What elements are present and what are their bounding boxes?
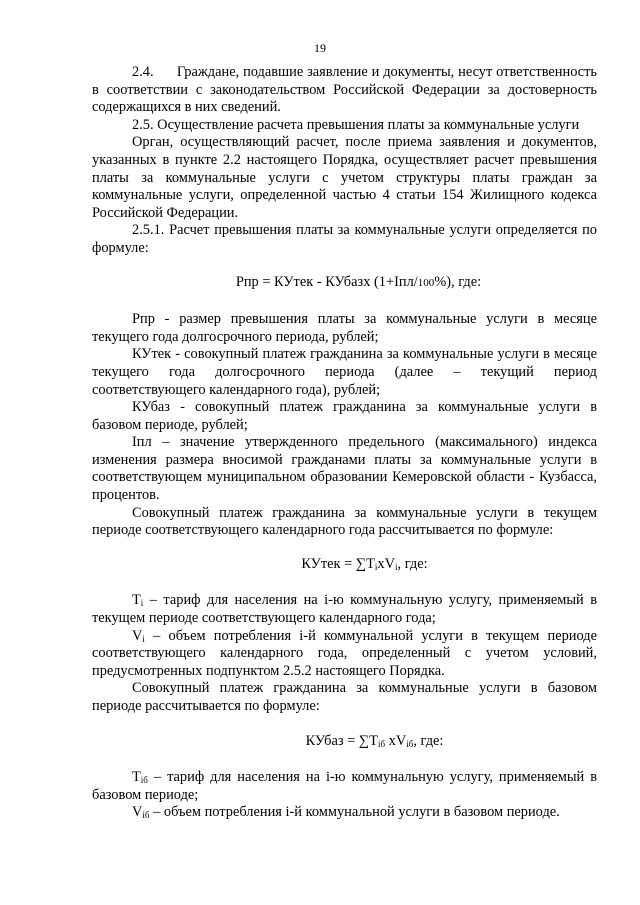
paragraph-2-5-1: 2.5.1. Расчет превышения платы за коммунальные услуги определяется по формуле: xyxy=(92,222,597,256)
formula-part: , где: xyxy=(413,732,444,749)
formula-subscript: i xyxy=(374,561,378,572)
definition-text: – объем потребления i-й коммунальной услуги в текущем периоде соответствующего календарного года, определенный с учетом условий, предусмотренных подпунктом 2.5.2 настоящего Порядка. xyxy=(92,627,597,679)
symbol-subscript: i xyxy=(142,633,145,644)
symbol: V xyxy=(132,804,143,821)
symbol-subscript: i xyxy=(140,598,144,609)
definition-rpr: Рпр - размер превышения платы за коммунальные услуги в месяце текущего года долгосрочного периода, рублей; xyxy=(92,311,597,345)
definition-text: – объем потребления i-й коммунальной услуги в базовом периоде. xyxy=(149,804,560,821)
definition-ipl: Iпл – значение утвержденного предельного (максимального) индекса изменения размера вносимой гражданами платы за коммунальные услуги в соответствующем муниципальном образовании Кемеровской области - Кузбасса, процентов. xyxy=(92,434,597,504)
symbol: T xyxy=(132,769,141,786)
symbol-subscript: iб xyxy=(140,775,148,786)
paragraph-kubaz-intro: Совокупный платеж гражданина за коммунальные услуги в базовом периоде рассчитывается по формуле: xyxy=(92,680,597,714)
formula-subscript: iб xyxy=(377,738,386,749)
document-body xyxy=(92,64,597,822)
symbol: T xyxy=(132,592,141,609)
paragraph-2-5-heading: 2.5. Осуществление расчета превышения платы за коммунальные услуги xyxy=(132,116,580,133)
formula-tail: %), где: xyxy=(434,273,482,290)
definition-text: – тариф для населения на i-ю коммунальную услугу, применяемый в текущем периоде соответствующего календарного года; xyxy=(92,592,597,627)
definition-ti xyxy=(92,592,597,627)
definition-kutek: КУтек - совокупный платеж гражданина за коммунальные услуги в месяце текущего года долгосрочного периода (далее – текущий период соответствующего календарного года), рублей; xyxy=(92,346,597,398)
symbol-subscript: iб xyxy=(142,810,150,821)
formula-excess-payment xyxy=(92,274,597,293)
formula-main: Рпр = КУтек - КУбазх (1+Iпл/ xyxy=(235,273,418,290)
formula-part: xV xyxy=(385,732,407,749)
symbol: V xyxy=(132,627,143,644)
paragraph-2-4: 2.4. Граждане, подавшие заявление и документы, несут ответственность в соответствии с законодательством Российской Федерации за достоверность содержащихся в них сведений. xyxy=(92,64,597,116)
definition-vi xyxy=(92,628,597,681)
paragraph-kutek-intro: Совокупный платеж гражданина за коммунальные услуги в текущем периоде соответствующего календарного года рассчитывается по формуле: xyxy=(92,504,597,539)
formula-kubaz xyxy=(92,733,597,751)
definition-tib xyxy=(92,769,597,804)
formula-part: КУбаз = ∑T xyxy=(305,732,378,749)
formula-subscript: i xyxy=(395,561,398,572)
page-number: 19 xyxy=(314,41,326,55)
definition-text: – тариф для населения на i-ю коммунальную услугу, применяемый в базовом периоде; xyxy=(92,769,597,803)
formula-part: , где: xyxy=(397,555,428,572)
definition-vib xyxy=(92,804,597,822)
formula-subscript: iб xyxy=(406,738,414,749)
formula-kutek xyxy=(92,556,597,574)
formula-small: 100 xyxy=(417,276,435,289)
definition-kubaz: КУбаз - совокупный платеж гражданина за коммунальные услуги в базовом периоде, рублей; xyxy=(92,399,597,433)
formula-part: КУтек = ∑T xyxy=(301,555,375,572)
formula-part: xV xyxy=(377,555,396,572)
paragraph-2-5-body: Орган, осуществляющий расчет, после приема заявления и документов, указанных в пункте 2.2 настоящего Порядка, осуществляет расчет превышения платы за коммунальные услуги с учетом структуры платы граждан за коммунальные услуги, определенной частью 4 статьи 154 Жилищного кодекса Российской Федерации. xyxy=(92,134,597,221)
